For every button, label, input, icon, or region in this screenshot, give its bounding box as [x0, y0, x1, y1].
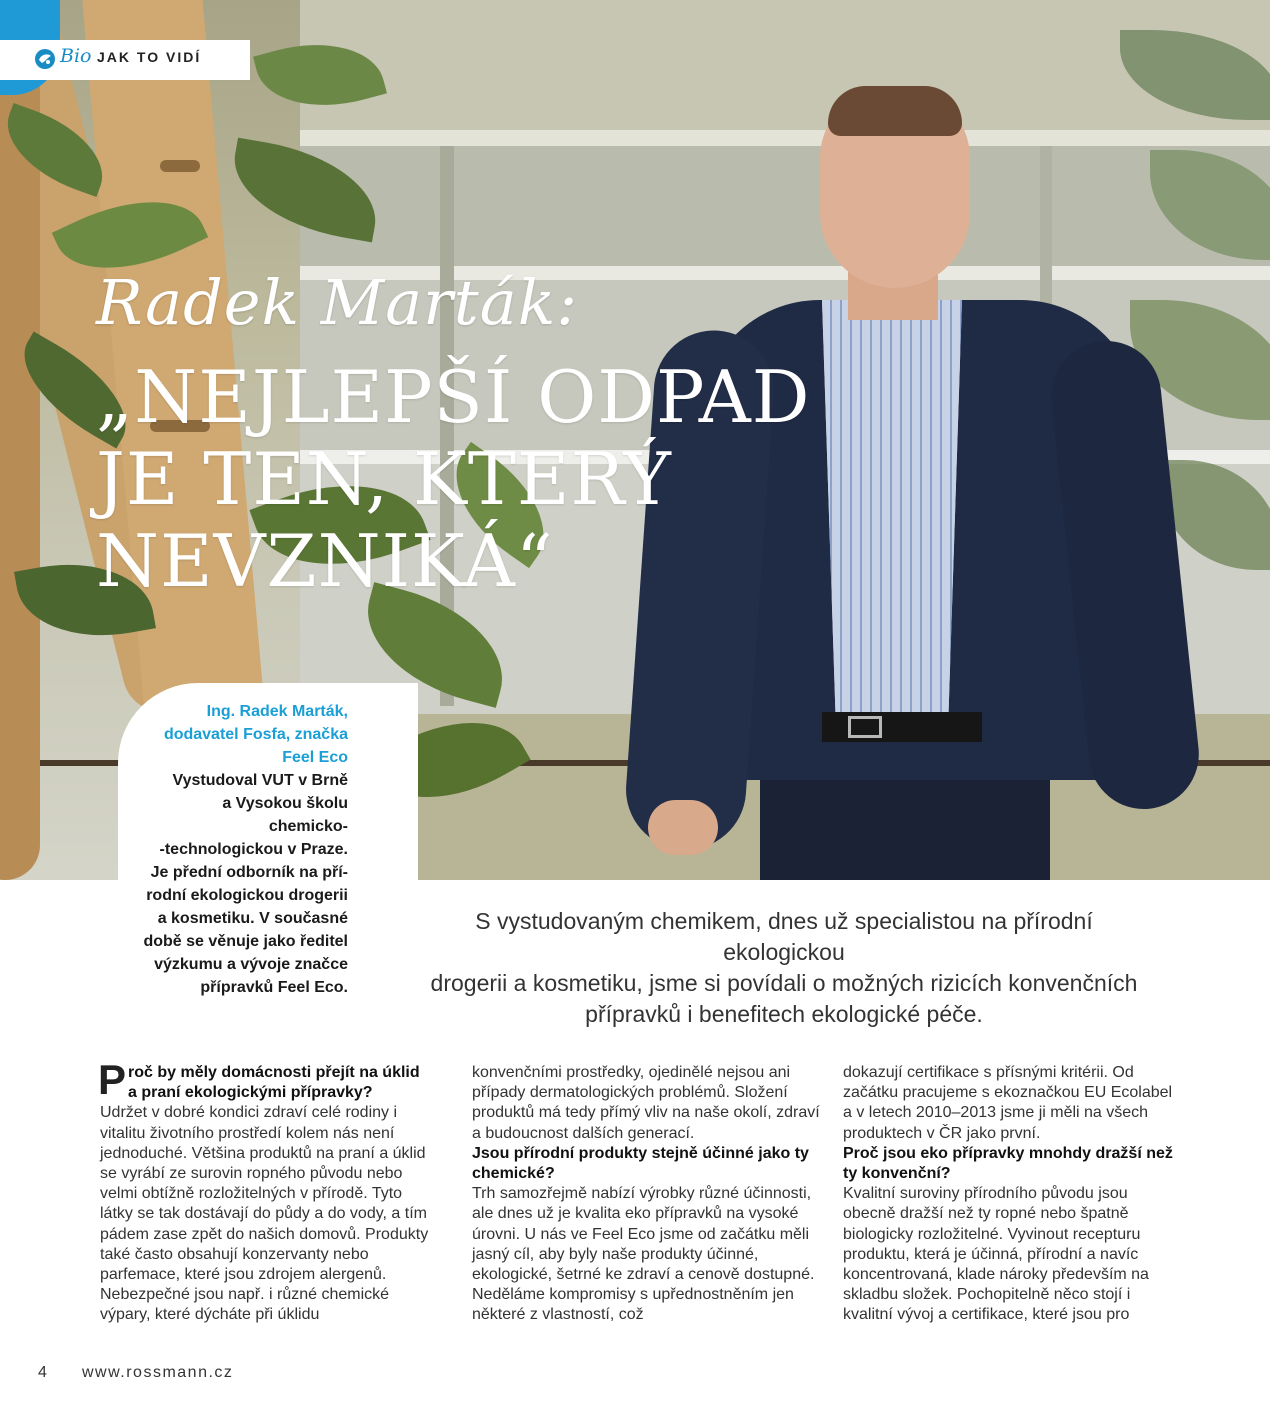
bio-line: -technologickou v Praze. — [159, 841, 348, 858]
bio-line: Je přední odborník na pří- — [150, 864, 348, 881]
answer-3: Kvalitní suroviny přírodního původu jsou obecně dražší než ty ropné nebo špatně biologicky rozložitelné. Vyvinout recepturu produktu, která je účinná, přírodní a navíc koncentrovaná, klade nároky především na skladbu složek. Pochopitelně něco stojí i kvalitní vývoj a certifikace, které jsou pro — [843, 1185, 1149, 1324]
interviewee-name-script: Radek Marták: — [96, 266, 579, 339]
bio-label: Bio — [60, 45, 92, 67]
bio-line: výzkumu a vývoje značce — [154, 956, 348, 973]
leaf-globe-icon — [34, 48, 56, 70]
question-3: Proč jsou eko přípravky mnohdy dražší než ty konvenční? — [843, 1144, 1173, 1183]
question-2: Jsou přírodní produkty stejně účinné jako ty chemické? — [472, 1144, 809, 1183]
intro-line-1: S vystudovaným chemikem, dnes už specialistou na přírodní ekologickou — [475, 908, 1093, 965]
article-column-2 — [472, 1063, 832, 1326]
answer-1-continued: konvenčními prostředky, ojedinělé nejsou ani případy dermatologických problémů. Složení produktů má tedy přímý vliv na naše okolí, zdraví a budoucnost dalších generací. — [472, 1064, 820, 1142]
answer-2: Trh samozřejmě nabízí výrobky různé účinnosti, ale dnes už je kvalita eko přípravků na vysoké úrovni. U nás ve Feel Eco jsme od začátku měli jasný cíl, aby byly naše produkty účinné, ekologické, šetrné ke zdraví a cenově dostupné. Neděláme kompromisy s upřednostněním jen některé z vlastností, což — [472, 1185, 815, 1324]
article-column-3 — [843, 1063, 1183, 1326]
bio-line: Vystudoval VUT v Brně — [172, 772, 348, 789]
article-intro — [424, 906, 1144, 1030]
intro-line-2: drogerii a kosmetiku, jsme si povídali o možných rizicích konvenčních — [430, 970, 1138, 996]
answer-2-continued: dokazují certifikace s přísnými kritérii. Od začátku pracujeme s ekoznačkou EU Ecolabel a v letech 2010–2013 jsme ji měli na všech produktech v ČR jako první. — [843, 1064, 1173, 1142]
answer-1: Udržet v dobré kondici zdraví celé rodiny i vitalitu životního prostředí kolem nás není jednoduché. Většina produktů na praní a úklid se vyrábí ze surovin ropného původu nebo velmi obtížně rozložitelných v přírodě. Tyto látky se tak dostávají do půdy a do vody, a tím pádem zase zpět do našich domovů. Produkty také často obsahují konzervanty nebo parfemace, které jsou zdrojem alergenů. Nebezpečné jsou např. i různé chemické výpary, které dýcháte při úklidu — [100, 1104, 429, 1324]
intro-line-3: přípravků i benefitech ekologické péče. — [585, 1001, 983, 1027]
headline-line-3: NEVZNIKÁ“ — [96, 519, 554, 603]
bio-line: a kosmetiku. V současné — [157, 910, 348, 927]
bio-line: přípravků Feel Eco. — [200, 979, 348, 996]
question-1-text: roč by měly domácnosti přejít na úklid a praní ekologickými přípravky? — [128, 1064, 420, 1102]
headline-quote — [96, 356, 826, 602]
bio-line: době se věnuje jako ředitel — [143, 933, 348, 950]
headline-line-1: „NEJLEPŠÍ ODPAD — [96, 355, 811, 439]
website-link[interactable]: www.rossmann.cz — [82, 1364, 234, 1381]
question-1 — [98, 1056, 430, 1103]
section-label: JAK TO VIDÍ — [97, 49, 202, 65]
page-number: 4 — [38, 1364, 47, 1381]
author-bio — [140, 700, 348, 999]
bio-line: a Vysokou školu chemicko- — [222, 795, 348, 835]
bio-name-line-1: Ing. Radek Marták, — [206, 703, 348, 720]
drop-cap: P — [98, 1056, 127, 1103]
bio-name-line-2: dodavatel Fosfa, značka — [163, 726, 348, 743]
bio-name-line-3: Feel Eco — [282, 749, 348, 766]
bio-line: rodní ekologickou drogerii — [146, 887, 348, 904]
article-column-1 — [98, 1056, 430, 1326]
headline-line-2: JE TEN, KTERÝ — [96, 437, 672, 521]
